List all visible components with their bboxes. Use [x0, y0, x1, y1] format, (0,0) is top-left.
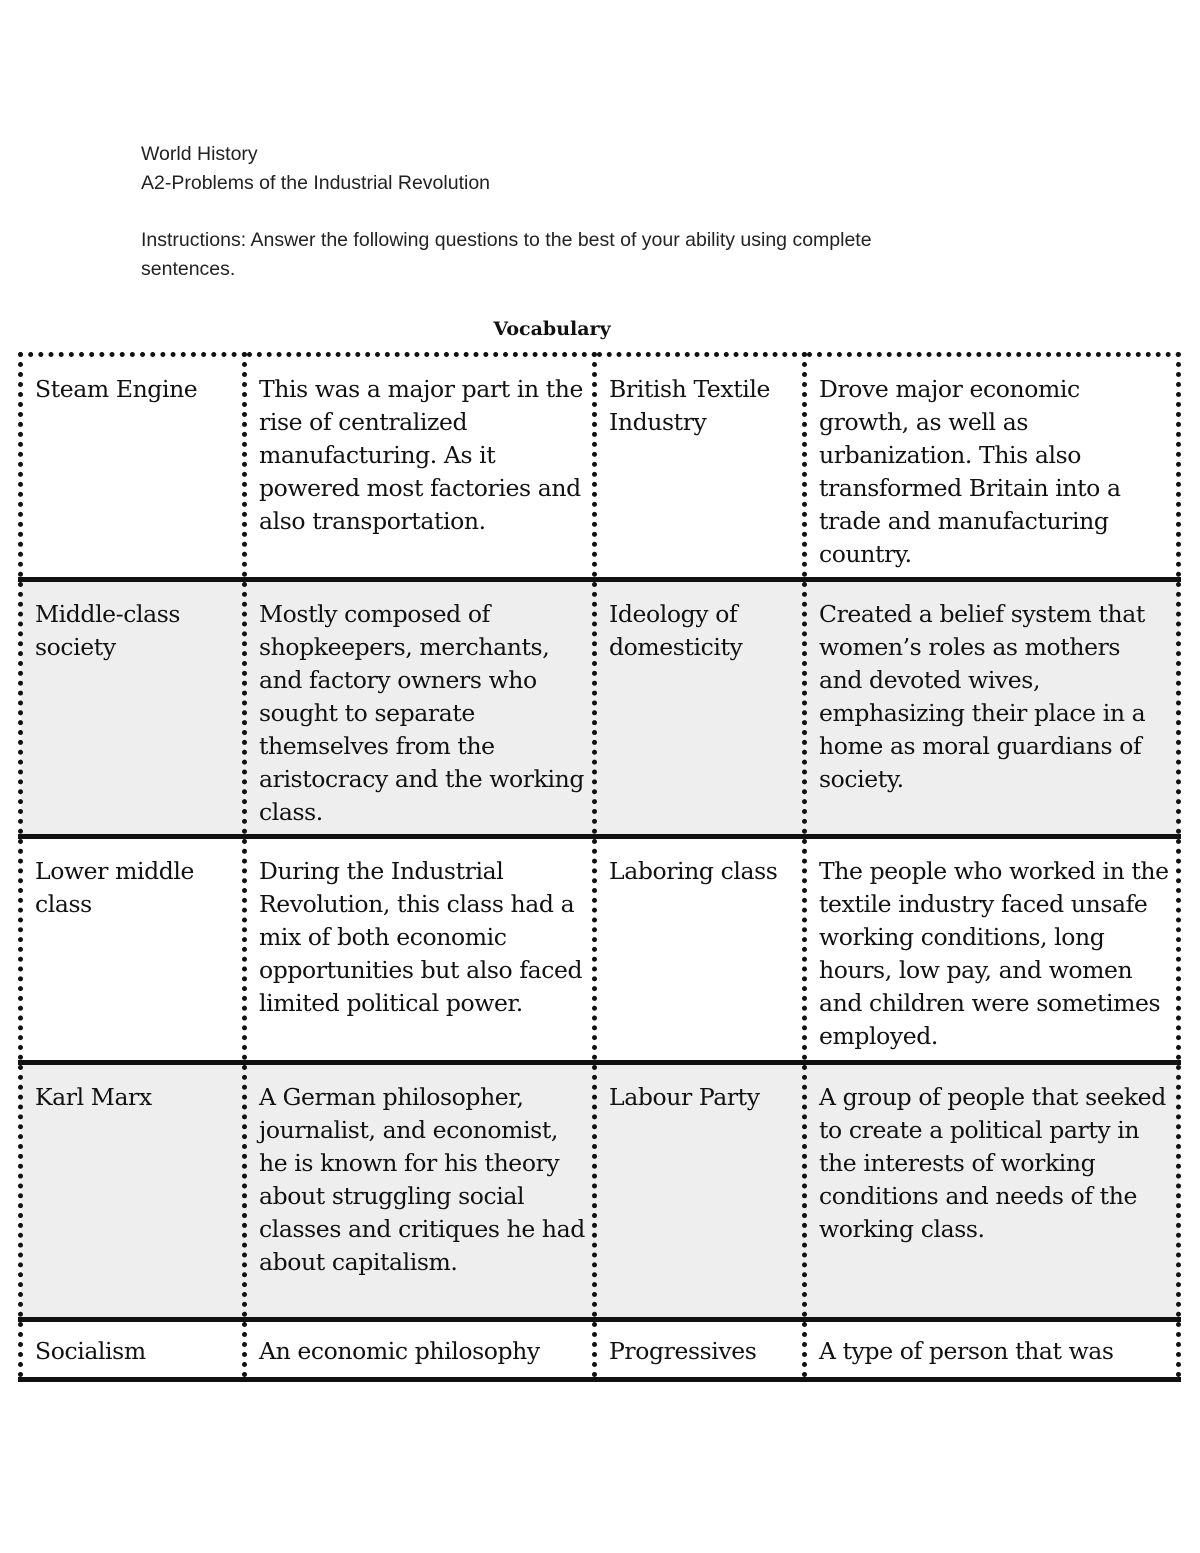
- definition-cell: Drove major economic growth, as well as urbanization. This also transformed Britain into a trade and manufacturing country.: [805, 355, 1179, 580]
- assignment-title: A2-Problems of the Industrial Revolution: [141, 172, 491, 194]
- definition-cell: The people who worked in the textile industry faced unsafe working conditions, long hours, low pay, and women and children were sometimes employed.: [805, 837, 1179, 1063]
- instructions-text: Instructions: Answer the following questions to the best of your ability using complete sentences.: [141, 229, 872, 280]
- term-cell: Karl Marx: [21, 1063, 245, 1320]
- term-cell: Middle-class society: [21, 580, 245, 837]
- definition-cell: Created a belief system that women’s roles as mothers and devoted wives, emphasizing their place in a home as moral guardians of society.: [805, 580, 1179, 837]
- definition-cell: This was a major part in the rise of centralized manufacturing. As it powered most factories and also transportation.: [245, 355, 595, 580]
- definition-cell: Mostly composed of shopkeepers, merchants, and factory owners who sought to separate themselves from the aristocracy and the working class.: [245, 580, 595, 837]
- definition-cell: A group of people that seeked to create a political party in the interests of working conditions and needs of the working class.: [805, 1063, 1179, 1320]
- table-row: [21, 355, 1179, 580]
- vocabulary-table: [18, 352, 1181, 1382]
- document-header: [141, 140, 1041, 284]
- term-cell: Lower middle class: [21, 837, 245, 1063]
- definition-cell: An economic philosophy: [245, 1320, 595, 1380]
- term-cell: Progressives: [595, 1320, 805, 1380]
- vocabulary-heading: Vocabulary: [493, 318, 611, 340]
- definition-cell: A German philosopher, journalist, and economist, he is known for his theory about struggling social classes and critiques he had about capitalism.: [245, 1063, 595, 1320]
- term-cell: Ideology of domesticity: [595, 580, 805, 837]
- table-row: [21, 580, 1179, 837]
- definition-cell: A type of person that was: [805, 1320, 1179, 1380]
- table-row: [21, 1063, 1179, 1320]
- term-cell: Steam Engine: [21, 355, 245, 580]
- table-row: [21, 837, 1179, 1063]
- table-row: [21, 1320, 1179, 1380]
- definition-cell: During the Industrial Revolution, this class had a mix of both economic opportunities but also faced limited political power.: [245, 837, 595, 1063]
- term-cell: British Textile Industry: [595, 355, 805, 580]
- term-cell: Socialism: [21, 1320, 245, 1380]
- term-cell: Labour Party: [595, 1063, 805, 1320]
- term-cell: Laboring class: [595, 837, 805, 1063]
- course-name: World History: [141, 143, 258, 165]
